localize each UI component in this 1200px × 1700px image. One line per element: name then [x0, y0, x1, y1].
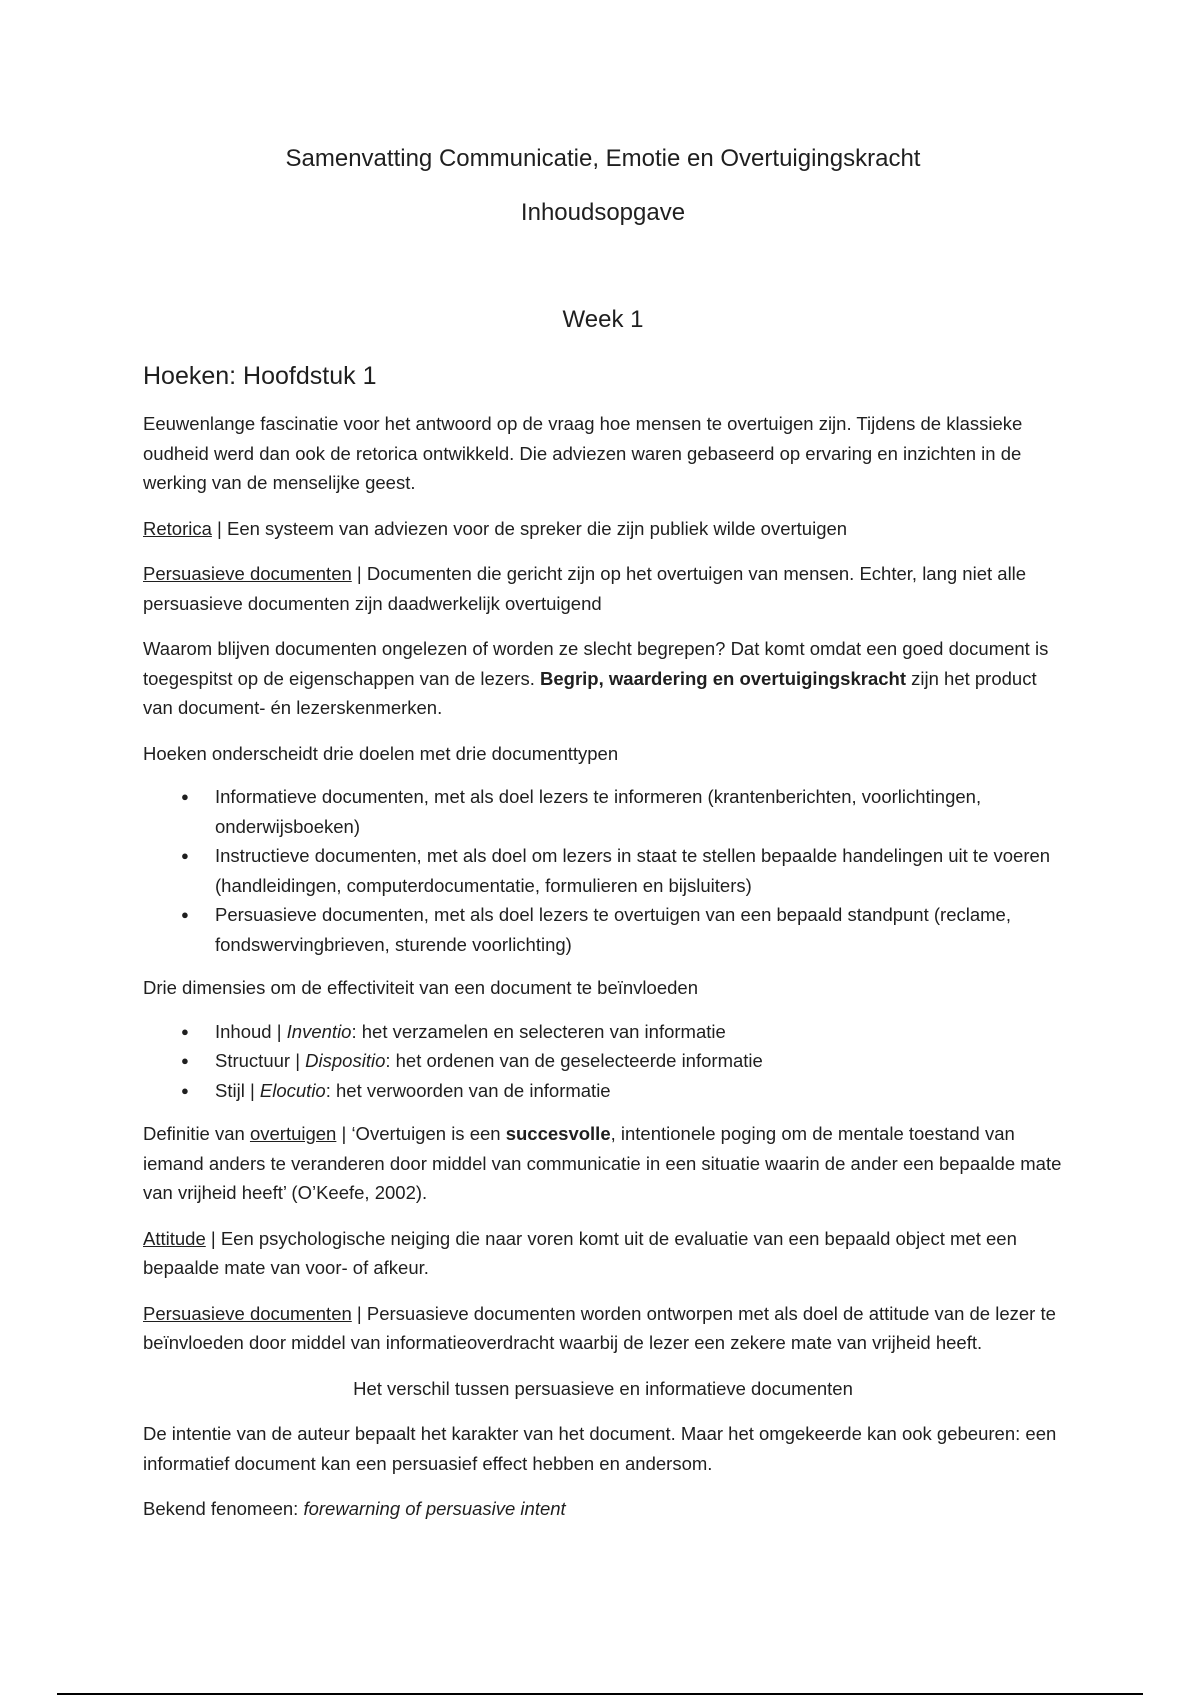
definition-text: | Persuasieve documenten worden ontworpen met als doel de attitude van de lezer te beïnvloeden door middel van informatieoverdracht waarbij de lezer een zekere mate van vrijheid heeft. — [143, 1302, 1056, 1353]
text-span: : het verwoorden van de informatie — [325, 1079, 611, 1101]
text-span: Structuur | — [215, 1050, 306, 1071]
list-item: ● Instructieve documenten, met als doel om lezers in staat te stellen bepaalde handelingen uit te voeren (handleidingen, computerdocumentatie, formulieren en bijsluiters) — [215, 841, 1063, 900]
text-span: Inhoud | — [215, 1020, 287, 1042]
definition-retorica — [143, 514, 1063, 544]
text-span: Waarom blijven documenten ongelezen of worden ze slecht begrepen? Dat komt omdat een goed document is toegespitst op de eigenschappen van de lezers. — [143, 638, 1049, 689]
definition-persuasieve-documenten-2 — [143, 1299, 1063, 1358]
chapter-heading: Hoeken: Hoofdstuk 1 — [143, 362, 377, 390]
definition-persuasieve-documenten — [143, 559, 1063, 618]
document-title: Samenvatting Communicatie, Emotie en Overtuigingskracht — [285, 145, 921, 172]
text-span: , intentionele poging om de mentale toestand van iemand anders te veranderen door middel van communicatie in een situatie waarin de ander een bepaalde mate van vrijheid heeft’ (O’Keefe, 2002). — [143, 1123, 1062, 1203]
intro-paragraph: Eeuwenlange fascinatie voor het antwoord op de vraag hoe mensen te overtuigen zijn. Tijdens de klassieke oudheid werd dan ook de retorica ontwikkeld. Die adviezen waren gebaseerd op ervaring en inzichten in de werking van de menselijke geest. — [143, 413, 1023, 493]
italic-term: Elocutio — [259, 1079, 326, 1101]
toc-heading: Inhoudsopgave — [520, 199, 686, 226]
text-span: Stijl | — [215, 1079, 260, 1101]
text-span: Definitie van — [143, 1123, 250, 1144]
term-overtuigen: overtuigen — [249, 1123, 337, 1144]
term-persuasieve-documenten: Persuasieve documenten — [143, 1302, 352, 1324]
footer-divider — [57, 1693, 1143, 1695]
subheading-verschil: Het verschil tussen persuasieve en informatieve documenten — [353, 1377, 853, 1399]
text-span: : het verzamelen en selecteren van informatie — [351, 1020, 726, 1042]
list-item — [215, 1076, 1063, 1106]
definition-text: | Een psychologische neiging die naar voren komt uit de evaluatie van een bepaald object met een bepaalde mate van voor- of afkeur. — [143, 1227, 1017, 1278]
text-span: zijn het product van document- én lezerskenmerken. — [143, 667, 1037, 718]
italic-term: Inventio — [286, 1020, 352, 1042]
text-span: | ‘Overtuigen is een — [336, 1123, 506, 1144]
term-retorica: Retorica — [143, 517, 212, 539]
text-span: Bekend fenomeen: — [143, 1498, 304, 1519]
term-persuasieve-documenten: Persuasieve documenten — [143, 563, 352, 584]
italic-term: forewarning of persuasive intent — [303, 1498, 566, 1519]
document-body — [143, 409, 1063, 1540]
week-heading: Week 1 — [562, 306, 644, 333]
list-item: ● Persuasieve documenten, met als doel lezers te overtuigen van een bepaald standpunt (reclame, fondswervingbrieven, sturende voorlichting) — [215, 900, 1063, 959]
dimensies-list — [143, 1017, 1063, 1106]
text-span: : het ordenen van de geselecteerde informatie — [385, 1050, 763, 1071]
definition-text: | Een systeem van adviezen voor de spreker die zijn publiek wilde overtuigen — [211, 517, 848, 539]
definition-text: | Documenten die gericht zijn op het overtuigen van mensen. Echter, lang niet alle persuasieve documenten zijn daadwerkelijk overtuigend — [143, 563, 1027, 614]
list-item: ● Informatieve documenten, met als doel lezers te informeren (krantenberichten, voorlichtingen, onderwijsboeken) — [215, 782, 1063, 841]
definition-overtuigen — [143, 1119, 1063, 1208]
italic-term: Dispositio — [305, 1050, 386, 1071]
paragraph-doelen-intro: Hoeken onderscheidt drie doelen met drie documenttypen — [143, 742, 619, 764]
doelen-list — [143, 782, 1063, 959]
paragraph-dimensies-intro: Drie dimensies om de effectiviteit van een document te beïnvloeden — [143, 977, 698, 998]
bold-text: Begrip, waardering en overtuigingskracht — [540, 667, 906, 689]
definition-attitude — [143, 1224, 1063, 1283]
paragraph-fenomeen — [143, 1494, 1063, 1524]
paragraph-waarom — [143, 634, 1063, 723]
list-item — [215, 1017, 1063, 1047]
list-item — [215, 1046, 1063, 1076]
bold-text: succesvolle — [505, 1123, 611, 1144]
paragraph-intentie: De intentie van de auteur bepaalt het karakter van het document. Maar het omgekeerde kan ook gebeuren: een informatief document kan een persuasief effect hebben en andersom. — [143, 1423, 1057, 1474]
term-attitude: Attitude — [143, 1227, 206, 1249]
